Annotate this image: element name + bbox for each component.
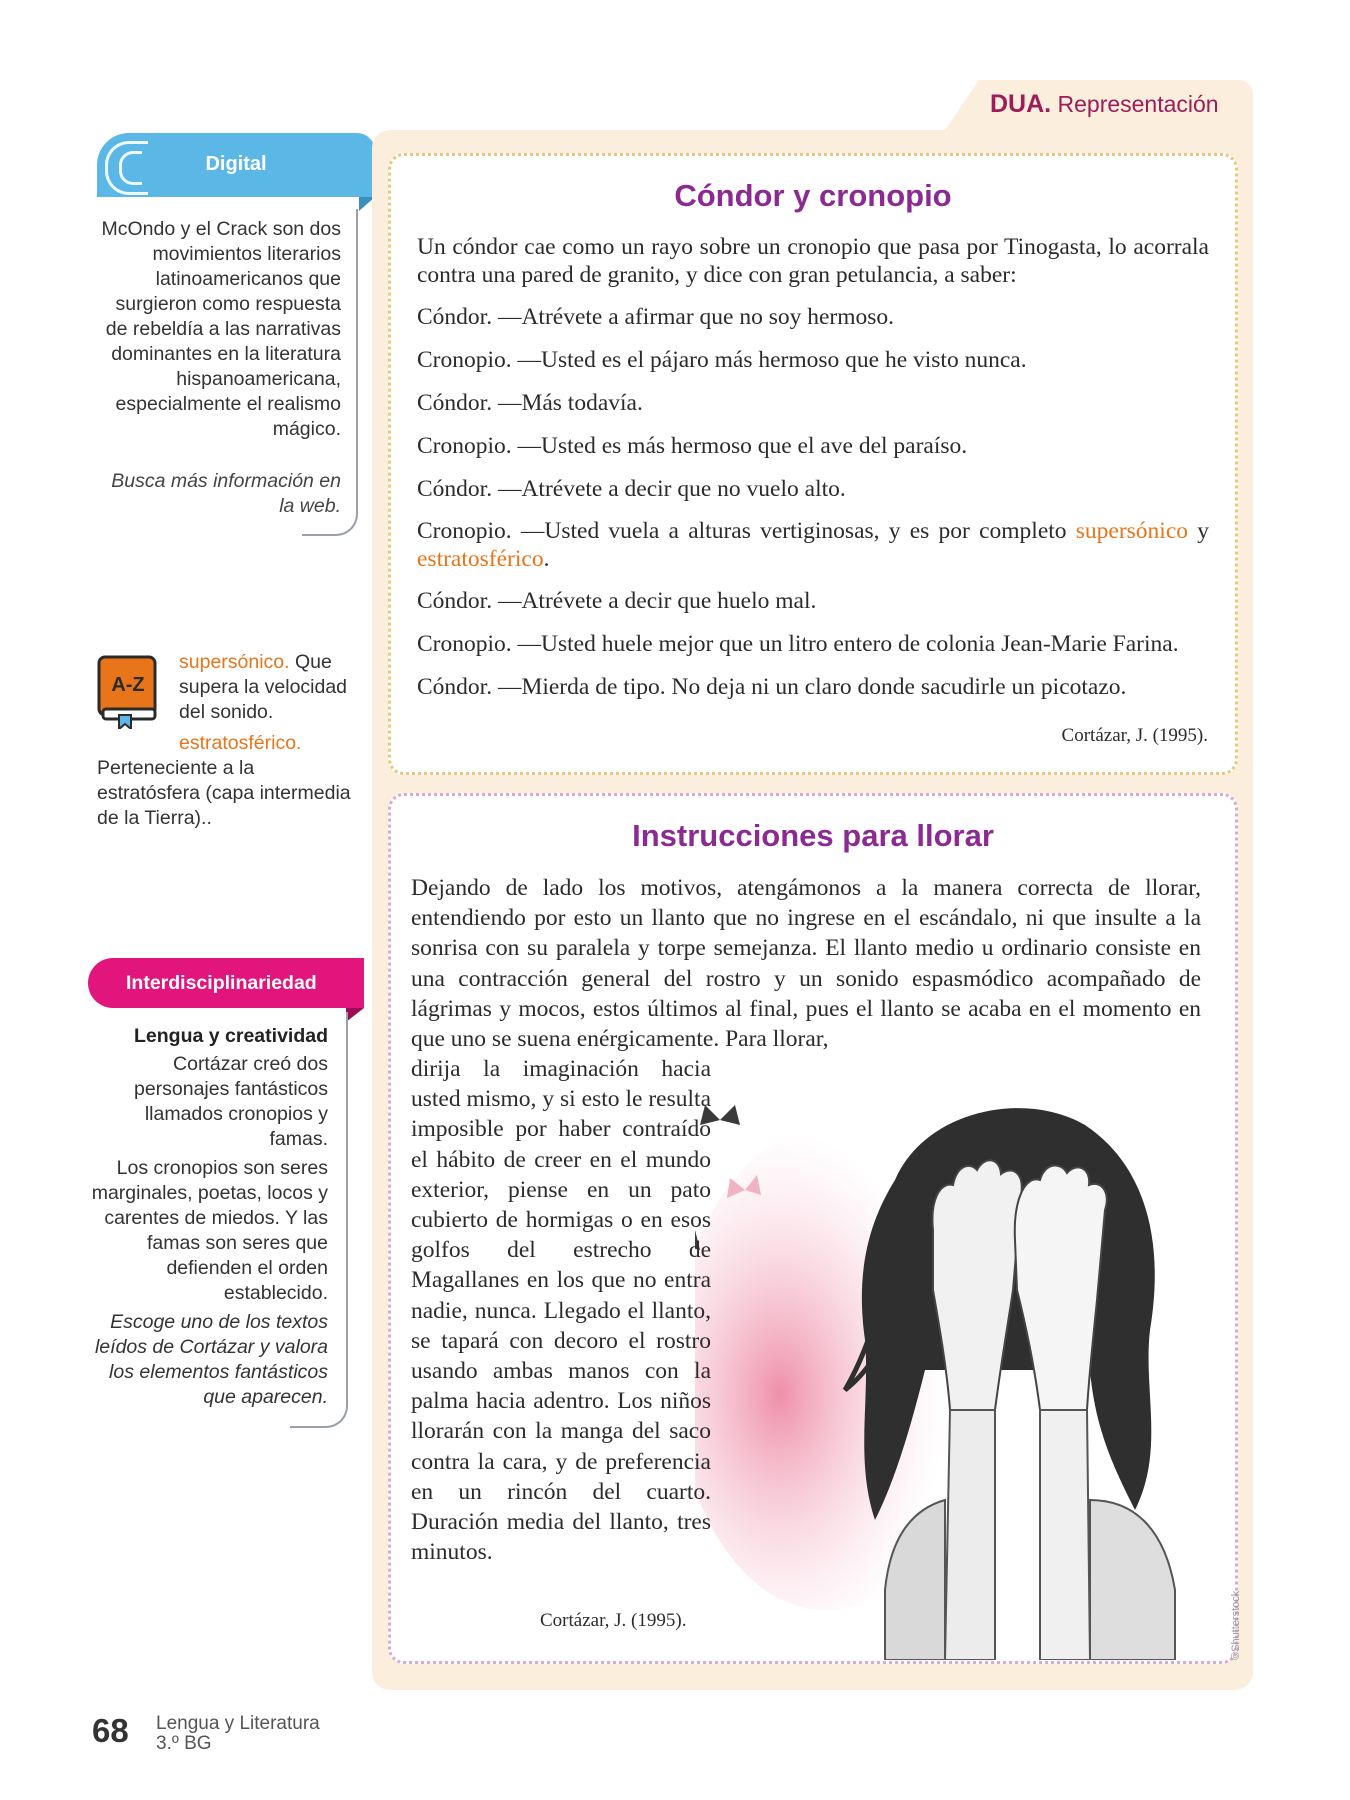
- interdisciplinary-body: [88, 1024, 328, 1414]
- dialogue-line: Cronopio. —Usted es más hermoso que el ave del paraíso.: [417, 433, 968, 459]
- crying-girl-illustration: [695, 1070, 1235, 1660]
- digital-text: McOndo y el Crack son dos movimientos literarios latinoamericanos que surgieron como respuesta de rebeldía a las narrativas dominantes en la literatura hispanoamericana, especialmente el realismo mágico.: [101, 218, 341, 440]
- interdisciplinary-p1: Cortázar creó dos personajes fantásticos llamados cronopios y famas.: [133, 1053, 328, 1150]
- az-label: A-Z: [111, 674, 145, 696]
- paragraph-intro: Dejando de lado los motivos, atengámonos a la manera correcta de llorar, entendiendo por esto un llanto que no ingrese en el escándalo, ni que insulte a la sonrisa con su paralela y torpe semejanza. El llanto medio u ordinario consiste en una contracción general del rostro y un sonido espasmódico acompañado de lágrimas y mocos, estos últimos al final, pues el llanto se acaba en el momento en que uno se suena enérgicamente. Para llorar,: [411, 875, 1201, 1053]
- interdisciplinary-subtitle: Lengua y creatividad: [134, 1025, 328, 1047]
- dialogue-line: Cóndor. —Mierda de tipo. No deja ni un claro donde sacudirle un picotazo.: [417, 674, 1127, 700]
- text-title: Instrucciones para llorar: [632, 818, 994, 853]
- citation: Cortázar, J. (1995).: [1061, 725, 1208, 746]
- interdisciplinary-p2: Los cronopios son seres marginales, poetas, locos y carentes de miedos. Y las famas son seres que defienden el orden establecido.: [91, 1157, 328, 1304]
- paragraph-body: dirija la imaginación hacia usted mismo, y si esto le resulta imposible por haber contraído el hábito de creer en el mundo exterior, piense en un pato cubierto de hormigas o en esos golfos del estrecho de Magallanes en los que no entra nadie, nunca. Llegado el llanto, se tapará con decoro el rostro usando ambas manos con la palma hacia adentro. Los niños llorarán con la manga del saco contra la cara, y de preferencia en un rincón del cuarto. Duración media del llanto, tres minutos.: [411, 1056, 711, 1566]
- keyword-supersonico: supersónico: [1075, 518, 1189, 544]
- dialogue-line: Cronopio. —Usted es el pájaro más hermoso que he visto nunca.: [417, 347, 1027, 373]
- dialogue-line: Cronopio. —Usted vuela a alturas vertiginosas, y es por completo supersónico y estratosférico.: [417, 518, 1210, 572]
- dialogue-line: Cóndor. —Atrévete a decir que no vuelo alto.: [417, 476, 846, 502]
- digital-hint: Busca más información en la web.: [111, 470, 341, 517]
- glossary-def-supersonico: Que supera la velocidad del sonido.: [179, 651, 348, 723]
- interdisciplinary-activity: Escoge uno de los textos leídos de Cortázar y valora los elementos fantásticos que aparecen.: [94, 1311, 328, 1408]
- glossary-def-estratosferico: Perteneciente a la estratósfera (capa intermedia de la Tierra)..: [97, 757, 351, 829]
- dialogue-line: Cóndor. —Atrévete a afirmar que no soy hermoso.: [417, 304, 895, 330]
- interdisciplinary-tab: Interdisciplinariedad: [88, 958, 364, 1008]
- citation: Cortázar, J. (1995).: [540, 1610, 687, 1631]
- page-number: 68: [92, 1712, 129, 1749]
- footer-subject: Lengua y Literatura 3.º BG: [156, 1713, 320, 1754]
- image-credit: ©Shutterstock: [1230, 1590, 1242, 1660]
- dua-label: DUA. Representación: [990, 90, 1219, 118]
- dialogue-line: Cóndor. —Más todavía.: [417, 390, 643, 416]
- digital-label: Digital: [205, 153, 267, 175]
- glossary: [97, 650, 359, 831]
- text-title: Cóndor y cronopio: [674, 178, 952, 213]
- digital-tab: [97, 133, 375, 197]
- glossary-term-supersonico: supersónico.: [179, 651, 290, 673]
- dialogue-line: Cronopio. —Usted huele mejor que un litro entero de colonia Jean-Marie Farina.: [417, 631, 1179, 657]
- glossary-term-estratosferico: estratosférico.: [179, 732, 302, 754]
- text-body-condor: [417, 233, 1209, 715]
- dialogue-line: Cóndor. —Atrévete a decir que huelo mal.: [417, 588, 817, 614]
- keyword-estratosferico: estratosférico: [417, 546, 544, 572]
- paragraph: Un cóndor cae como un rayo sobre un cronopio que pasa por Tinogasta, lo acorrala contra una pared de granito, y dice con gran petulancia, a saber:: [417, 234, 1209, 288]
- digital-box: [97, 133, 375, 535]
